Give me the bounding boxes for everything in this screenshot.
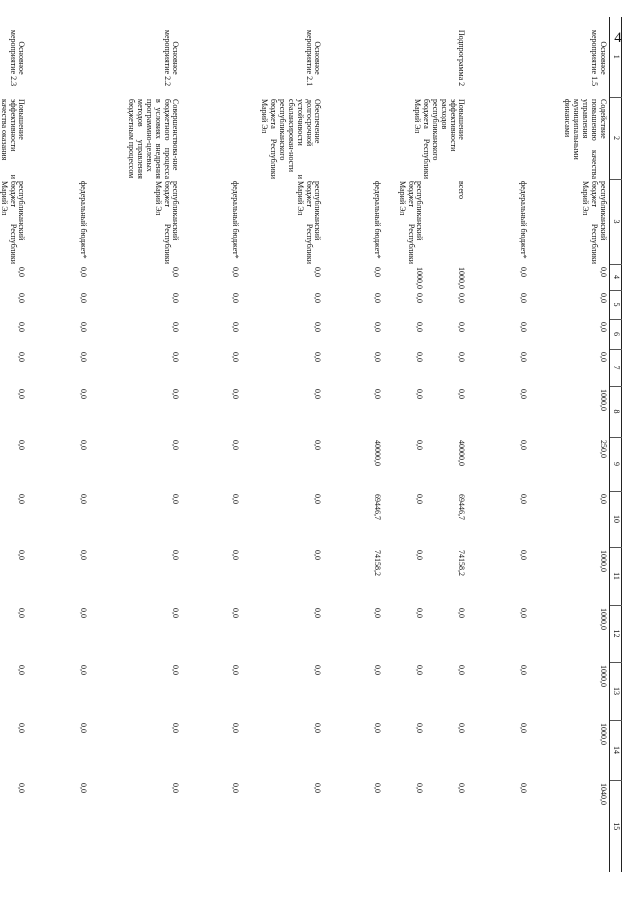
value-cell: 0,0 [373,723,383,733]
value-cell: 0,0 [519,665,529,675]
value-cell: 0,0 [17,322,27,332]
value-cell: 74158,2 [373,550,383,576]
funding-source-cell: федеральный бюджет* [231,181,241,259]
value-cell: 0,0 [171,293,181,303]
value-cell: 0,0 [457,389,467,399]
value-cell: 0,0 [313,293,323,303]
funding-source-cell: федеральный бюджет* [519,181,529,259]
value-cell: 0,0 [17,293,27,303]
value-cell: 0,0 [231,440,241,450]
value-cell: 0,0 [231,352,241,362]
col-header: 4 [610,264,622,290]
value-cell: 250,0 [599,440,608,458]
funding-source-cell: республиканский бюджет Республики Марий Эл [581,181,608,264]
value-cell: 0,0 [17,389,27,399]
value-cell: 0,0 [231,665,241,675]
value-cell: 0,0 [373,783,383,793]
program-title-cell: Обеспечение долгосрочной устойчивости и сбалансирован-ности республиканского бюджета Республики Марий Эл [259,99,323,179]
value-cell: 0,0 [599,267,608,277]
value-cell: 0,0 [17,783,27,793]
value-cell: 69446,7 [373,494,383,520]
table-body [0,17,610,872]
value-cell: 0,0 [457,322,467,332]
program-name-cell: Подпрограмма 2 [457,29,467,87]
program-name-cell: Основное мероприятие 2.3 [8,29,27,87]
value-cell: 0,0 [17,665,27,675]
value-cell: 0,0 [373,608,383,618]
col-header: 15 [610,780,622,872]
program-name-cell: Основное мероприятие 1.5 [590,29,608,87]
value-cell: 0,0 [415,494,425,504]
value-cell: 0,0 [599,494,608,504]
value-cell: 1000,0 [599,608,608,630]
value-cell: 0,0 [231,267,241,277]
value-cell: 0,0 [519,293,529,303]
value-cell: 0,0 [415,723,425,733]
value-cell: 0,0 [231,389,241,399]
value-cell: 0,0 [415,389,425,399]
value-cell: 0,0 [79,267,89,277]
value-cell: 0,0 [415,550,425,560]
value-cell: 0,0 [373,352,383,362]
value-cell: 0,0 [313,608,323,618]
col-header: 6 [610,319,622,349]
funding-source-cell: республиканский бюджет Республики Марий Эл [397,181,425,264]
value-cell: 0,0 [599,352,608,362]
value-cell: 0,0 [415,352,425,362]
funding-source-cell: республиканский бюджет Республики Марий Эл [0,181,27,264]
value-cell: 0,0 [79,352,89,362]
funding-source-cell: республиканский бюджет Республики Марий Эл [295,181,323,264]
value-cell: 0,0 [415,293,425,303]
table-row [90,17,182,872]
col-header: 11 [610,547,622,605]
value-cell: 0,0 [519,440,529,450]
program-title-cell: Повышение эффективности и качества оказания [0,99,27,179]
value-cell: 0,0 [313,550,323,560]
col-header: 5 [610,290,622,319]
value-cell: 0,0 [231,783,241,793]
header-row [610,17,622,872]
value-cell: 74158,2 [457,550,467,576]
col-header: 3 [610,179,622,264]
value-cell: 0,0 [231,322,241,332]
value-cell: 0,0 [79,440,89,450]
value-cell: 0,0 [79,608,89,618]
col-header: 12 [610,605,622,662]
value-cell: 0,0 [313,322,323,332]
value-cell: 0,0 [313,665,323,675]
value-cell: 0,0 [599,293,608,303]
value-cell: 69446,7 [457,494,467,520]
value-cell: 0,0 [231,608,241,618]
page-number: 4 [614,30,622,46]
value-cell: 1000,0 [599,723,608,745]
value-cell: 0,0 [79,665,89,675]
value-cell: 0,0 [171,322,181,332]
value-cell: 0,0 [415,783,425,793]
value-cell: 1000,0 [599,389,608,411]
value-cell: 0,0 [313,440,323,450]
value-cell: 0,0 [457,665,467,675]
funding-source-cell: республиканский бюджет Республики Марий Эл [153,181,181,264]
value-cell: 0,0 [171,665,181,675]
table-row [530,17,610,872]
col-header: 7 [610,349,622,386]
program-title-cell: Содействие повышению качества управления муниципальными финансами [563,99,608,179]
value-cell: 0,0 [79,723,89,733]
value-cell: 0,0 [79,322,89,332]
value-cell: 0,0 [373,293,383,303]
value-cell: 0,0 [519,322,529,332]
value-cell: 0,0 [519,494,529,504]
value-cell: 0,0 [17,267,27,277]
value-cell: 0,0 [313,352,323,362]
value-cell: 0,0 [17,550,27,560]
value-cell: 0,0 [79,783,89,793]
value-cell: 0,0 [231,723,241,733]
value-cell: 0,0 [171,440,181,450]
value-cell: 0,0 [171,783,181,793]
value-cell: 40000,0 [373,440,383,466]
value-cell: 0,0 [457,608,467,618]
table-row [242,17,324,872]
value-cell: 0,0 [171,352,181,362]
program-name-cell: Основное мероприятие 2.2 [162,29,181,87]
value-cell: 0,0 [313,267,323,277]
funding-source-cell: федеральный бюджет* [79,181,89,259]
table-row [0,17,28,872]
value-cell: 0,0 [415,608,425,618]
value-cell: 0,0 [373,267,383,277]
value-cell: 1040,0 [599,783,608,805]
funding-source-cell: федеральный бюджет* [373,181,383,259]
col-header: 8 [610,386,622,437]
col-header: 2 [610,97,622,179]
value-cell: 0,0 [519,783,529,793]
value-cell: 0,0 [313,723,323,733]
budget-table [0,17,622,872]
value-cell: 40000,0 [457,440,467,466]
value-cell: 0,0 [17,494,27,504]
funding-source-cell: всего [457,181,467,200]
value-cell: 0,0 [171,723,181,733]
value-cell: 0,0 [17,440,27,450]
value-cell: 0,0 [171,494,181,504]
value-cell: 0,0 [519,550,529,560]
program-title-cell: Совершенствова-ние бюджетного процесса в условиях внедрения программно-целевых методов управления бюджетным процессом [126,99,181,179]
value-cell: 0,0 [231,494,241,504]
value-cell: 0,0 [415,440,425,450]
value-cell: 0,0 [171,550,181,560]
col-header: 13 [610,662,622,720]
value-cell: 0,0 [519,389,529,399]
value-cell: 0,0 [599,322,608,332]
value-cell: 0,0 [457,293,467,303]
value-cell: 0,0 [373,665,383,675]
rotated-table-wrapper [0,17,622,872]
value-cell: 0,0 [457,352,467,362]
program-name-cell: Основное мероприятие 2.1 [304,29,323,87]
col-header: 10 [610,491,622,547]
value-cell: 0,0 [79,550,89,560]
value-cell: 0,0 [313,389,323,399]
value-cell: 0,0 [79,293,89,303]
value-cell: 0,0 [231,293,241,303]
value-cell: 0,0 [415,665,425,675]
value-cell: 0,0 [171,389,181,399]
value-cell: 0,0 [17,352,27,362]
value-cell: 0,0 [457,723,467,733]
value-cell: 0,0 [373,322,383,332]
value-cell: 0,0 [519,723,529,733]
value-cell: 0,0 [415,322,425,332]
value-cell: 0,0 [171,267,181,277]
value-cell: 1000,0 [599,550,608,572]
value-cell: 0,0 [457,783,467,793]
value-cell: 0,0 [79,494,89,504]
value-cell: 1000,0 [415,267,425,289]
value-cell: 0,0 [17,608,27,618]
col-header: 1 [610,17,622,97]
value-cell: 1000,0 [457,267,467,289]
value-cell: 0,0 [313,783,323,793]
value-cell: 0,0 [79,389,89,399]
value-cell: 0,0 [519,608,529,618]
col-header: 9 [610,437,622,491]
value-cell: 0,0 [313,494,323,504]
value-cell: 0,0 [519,267,529,277]
value-cell: 0,0 [171,608,181,618]
value-cell: 0,0 [519,352,529,362]
col-header: 14 [610,720,622,780]
value-cell: 1000,0 [599,665,608,687]
value-cell: 0,0 [231,550,241,560]
program-title-cell: Повышение эффективности расходов республиканского бюджета Республики Марий Эл [412,99,467,179]
table-row [426,17,468,872]
value-cell: 0,0 [373,389,383,399]
value-cell: 0,0 [17,723,27,733]
